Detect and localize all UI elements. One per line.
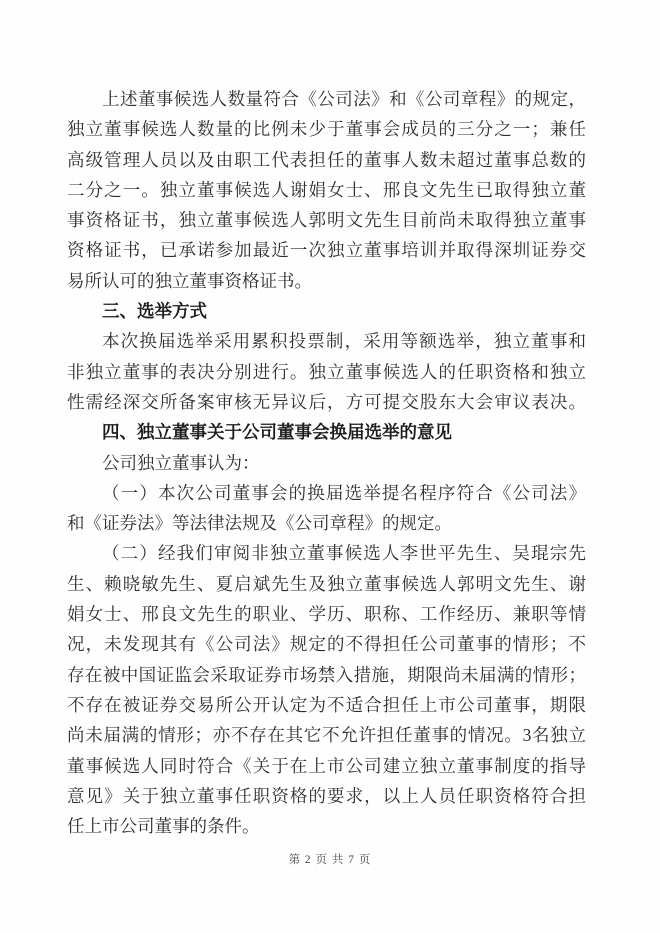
text-line: 非独立董事的表决分别进行。独立董事候选人的任职资格和独立 <box>67 361 586 382</box>
text-line: 易所认可的独立董事资格证书。 <box>67 270 312 291</box>
text-line: 上述董事候选人数量符合《公司法》和《公司章程》的规定， <box>102 89 586 109</box>
page-footer <box>0 851 660 867</box>
text-line: 娟女士、邢良文先生的职业、学历、职称、工作经历、兼职等情 <box>67 604 586 625</box>
section-heading-independent-directors-opinion: 四、独立董事关于公司董事会换届选举的意见 <box>102 422 452 443</box>
text-line: （一）本次公司董事会的换届选举提名程序符合《公司法》 <box>102 482 586 503</box>
text-line: 公司独立董事认为： <box>102 452 260 473</box>
page-number-label: 第 2 页 共 7 页 <box>288 854 372 866</box>
text-line: 二分之一。独立董事候选人谢娟女士、邢良文先生已取得独立董 <box>67 179 586 200</box>
text-line: 生、赖晓敏先生、夏启斌先生及独立董事候选人郭明文先生、谢 <box>67 573 586 594</box>
document-body <box>67 84 586 841</box>
text-line: 本次换届选举采用累积投票制，采用等额选举，独立董事和 <box>102 331 586 352</box>
text-line: 独立董事候选人数量的比例未少于董事会成员的三分之一；兼任 <box>67 119 586 140</box>
text-line: （二）经我们审阅非独立董事候选人李世平先生、吴琨宗先 <box>102 543 586 564</box>
text-line: 和《证券法》等法律法规及《公司章程》的规定。 <box>67 513 452 534</box>
text-line: 尚未届满的情形；亦不存在其它不允许担任董事的情况。3名独立 <box>67 725 586 746</box>
text-line: 高级管理人员以及由职工代表担任的董事人数未超过董事总数的 <box>67 149 586 170</box>
text-line: 性需经深交所备案审核无异议后，方可提交股东大会审议表决。 <box>67 391 586 412</box>
text-line: 资格证书，已承诺参加最近一次独立董事培训并取得深圳证券交 <box>67 240 586 261</box>
text-line: 事资格证书，独立董事候选人郭明文先生目前尚未取得独立董事 <box>67 210 586 231</box>
text-line: 任上市公司董事的条件。 <box>67 816 260 837</box>
text-line: 不存在被证券交易所公开认定为不适合担任上市公司董事，期限 <box>67 694 586 715</box>
text-line: 况，未发现其有《公司法》规定的不得担任公司董事的情形；不 <box>67 634 586 655</box>
text-line: 意见》关于独立董事任职资格的要求，以上人员任职资格符合担 <box>67 785 586 806</box>
text-line: 存在被中国证监会采取证券市场禁入措施，期限尚未届满的情形； <box>67 664 586 685</box>
text-line: 董事候选人同时符合《关于在上市公司建立独立董事制度的指导 <box>67 755 586 776</box>
section-heading-election-method: 三、选举方式 <box>102 301 207 322</box>
